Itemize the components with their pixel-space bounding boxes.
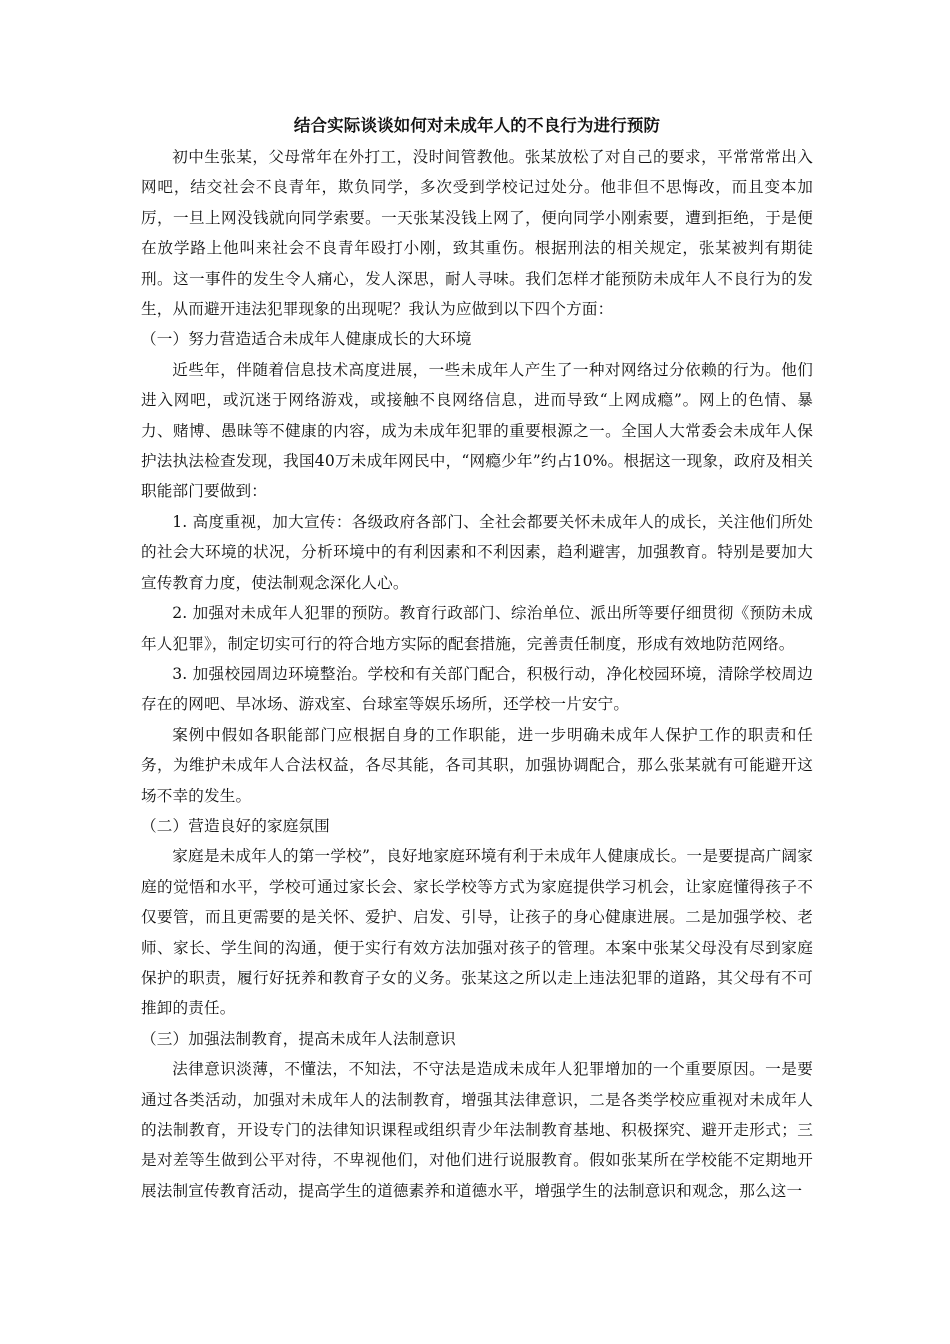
section-1-conclusion: 案例中假如各职能部门应根据自身的工作职能，进一步明确未成年人保护工作的职责和任务，为维护未成年人合法权益，各尽其能，各司其职，加强协调配合，那么张某就有可能避开这场不幸的发生。 [141,725,813,805]
document-body [141,110,813,1206]
section-1-item-2: 2. 加强对未成年人犯罪的预防。教育行政部门、综治单位、派出所等要仔细贯彻《预防未成年人犯罪》，制定切实可行的符合地方实际的配套措施，完善责任制度，形成有效地防范网络。 [141,604,813,653]
section-3-body: 法律意识淡薄，不懂法，不知法，不守法是造成未成年人犯罪增加的一个重要原因。一是要通过各类活动，加强对未成年人的法制教育，增强其法律意识，二是各类学校应重视对未成年人的法制教育，开设专门的法律知识课程或组织青少年法制教育基地、积极探究、避开走形式；三是对差等生做到公平对待，不卑视他们，对他们进行说服教育。假如张某所在学校能不定期地开展法制宣传教育活动，提高学生的道德素养和道德水平，增强学生的法制意识和观念，那么这一 [141,1060,813,1200]
intro-paragraph: 初中生张某，父母常年在外打工，没时间管教他。张某放松了对自己的要求，平常常常出入网吧，结交社会不良青年，欺负同学，多次受到学校记过处分。他非但不思悔改，而且变本加厉，一旦上网没钱就向同学索要。一天张某没钱上网了，便向同学小刚索要，遭到拒绝，于是便在放学路上他叫来社会不良青年殴打小刚，致其重伤。根据刑法的相关规定，张某被判有期徒刑。这一事件的发生令人痛心，发人深思，耐人寻味。我们怎样才能预防未成年人不良行为的发生，从而避开违法犯罪现象的出现呢？我认为应做到以下四个方面： [141,148,813,319]
section-1-heading: （一）努力营造适合未成年人健康成长的大环境 [141,330,472,349]
section-3-heading: （三）加强法制教育，提高未成年人法制意识 [141,1029,456,1048]
section-1-item-3: 3. 加强校园周边环境整治。学校和有关部门配合，积极行动，净化校园环境，清除学校周边存在的网吧、旱冰场、游戏室、台球室等娱乐场所，还学校一片安宁。 [141,664,813,714]
document-title: 结合实际谈谈如何对未成年人的不良行为进行预防 [293,116,661,135]
section-2-body: 家庭是未成年人的第一学校”，良好地家庭环境有利于未成年人健康成长。一是要提高广阔家庭的觉悟和水平，学校可通过家长会、家长学校等方式为家庭提供学习机会，让家庭懂得孩子不仅要管，而且更需要的是关怀、爱护、启发、引导，让孩子的身心健康进展。二是加强学校、老师、家长、学生间的沟通，便于实行有效方法加强对孩子的管理。本案中张某父母没有尽到家庭保护的职责，履行好抚养和教育子女的义务。张某这之所以走上违法犯罪的道路，其父母有不可推卸的责任。 [141,847,813,1018]
section-2-heading: （二）营造良好的家庭氛围 [141,816,330,835]
section-1-item-1: 1. 高度重视，加大宣传：各级政府各部门、全社会都要关怀未成年人的成长，关注他们所处的社会大环境的状况，分析环境中的有利因素和不利因素，趋利避害，加强教育。特别是要加大宣传教育力度，使法制观念深化人心。 [141,512,813,592]
section-1-body: 近些年，伴随着信息技术高度进展，一些未成年人产生了一种对网络过分依赖的行为。他们进入网吧，或沉迷于网络游戏，或接触不良网络信息，进而导致“上网成瘾”。网上的色情、暴力、赌博、愚昧等不健康的内容，成为未成年犯罪的重要根源之一。全国人大常委会未成年人保护法执法检查发现，我国40万未成年网民中，“网瘾少年”约占10%。根据这一现象，政府及相关职能部门要做到： [141,360,813,501]
